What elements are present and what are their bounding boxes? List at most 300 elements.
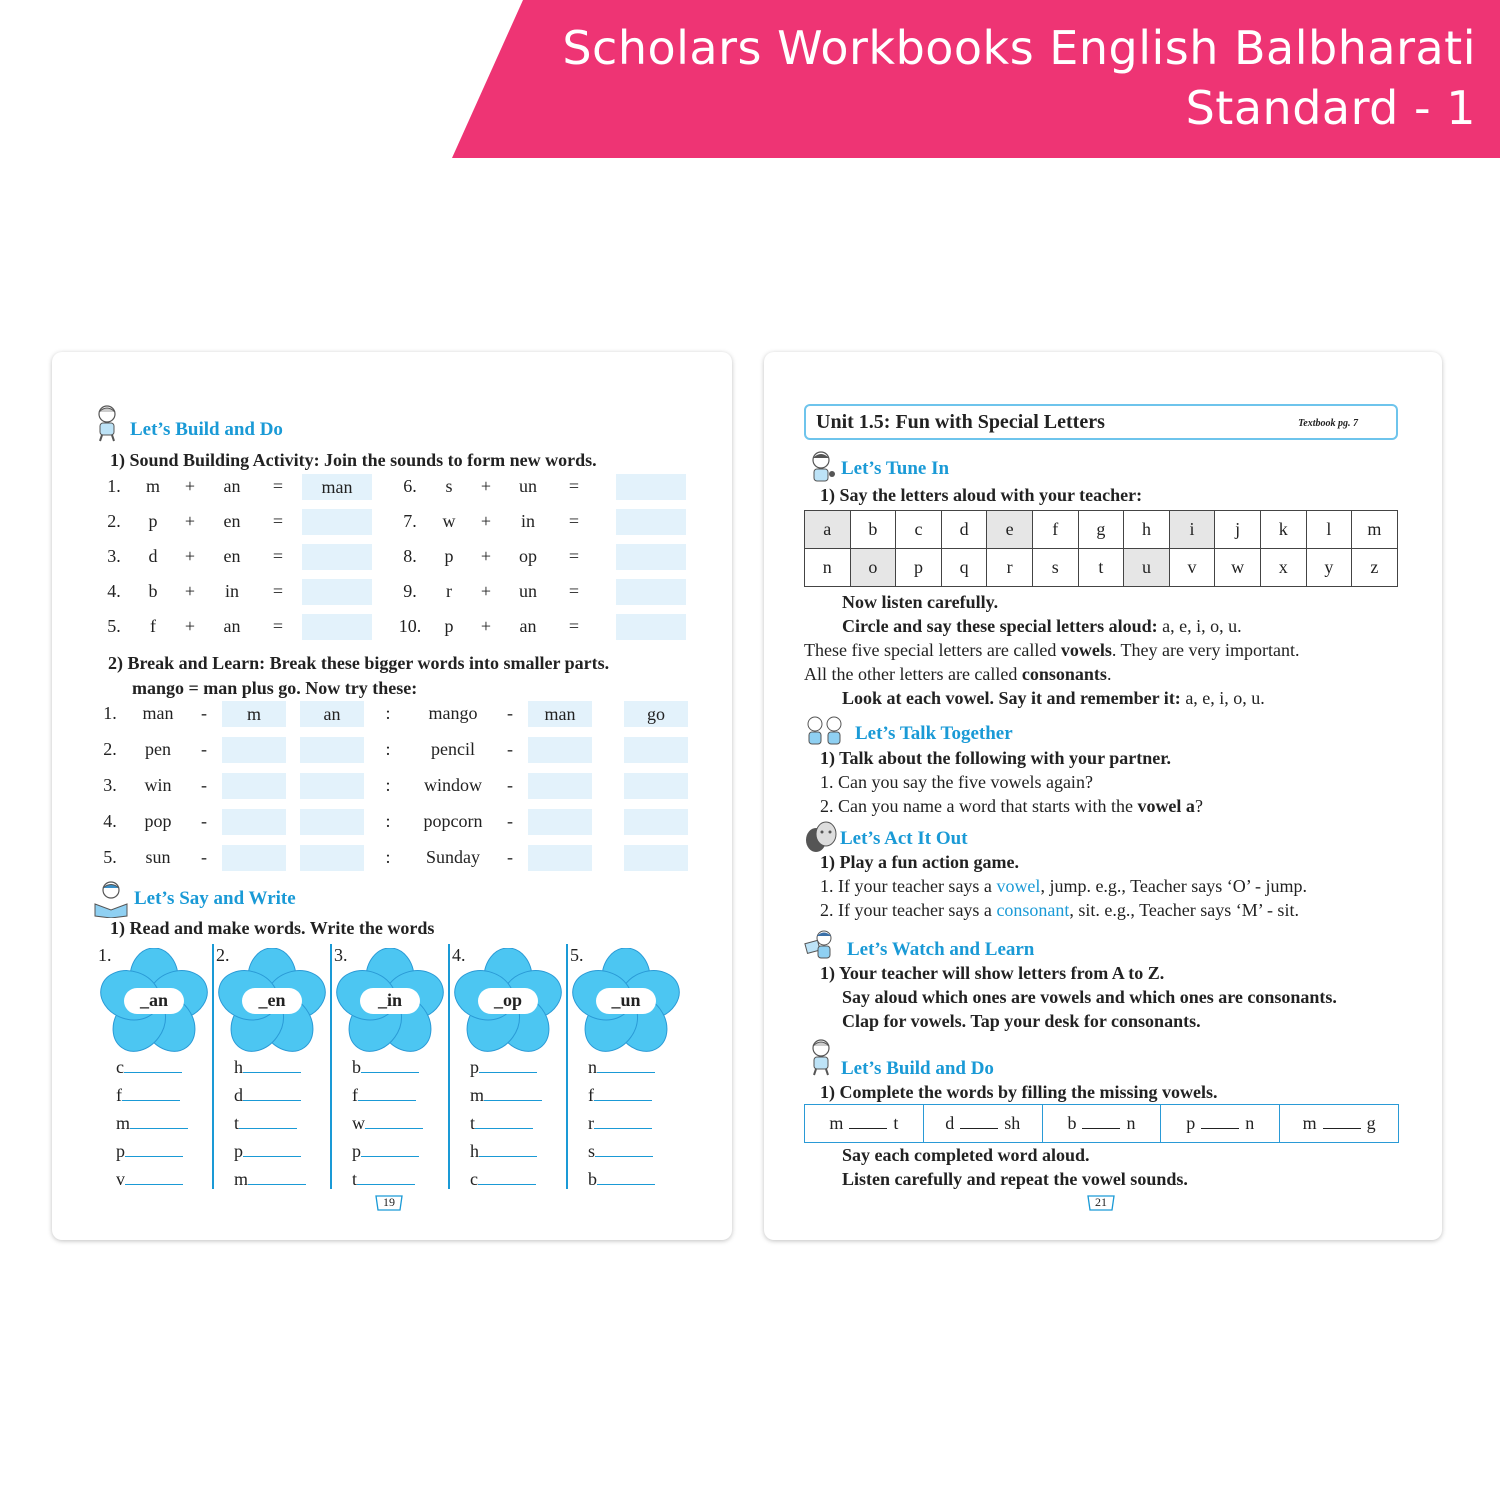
row-number: 3. xyxy=(107,546,121,566)
alphabet-cell: m xyxy=(1352,511,1398,549)
word-big: popcorn xyxy=(423,811,483,831)
blank-line xyxy=(361,1059,419,1073)
write-line[interactable] xyxy=(588,1113,652,1134)
alphabet-cell: c xyxy=(896,511,942,549)
dash: - xyxy=(507,847,513,867)
blank-line xyxy=(130,1115,188,1129)
act-rule-consonant xyxy=(820,900,1299,921)
answer-field[interactable] xyxy=(302,509,372,535)
boy-mascot-icon xyxy=(804,1038,838,1076)
word-small: win xyxy=(144,775,172,795)
blank-line xyxy=(122,1087,180,1101)
alphabet-cell: v xyxy=(1169,549,1215,587)
blank-line xyxy=(478,1171,536,1185)
plus-sign: + xyxy=(480,511,492,531)
start-letter: m xyxy=(116,1113,131,1133)
write-line[interactable] xyxy=(470,1057,537,1078)
alphabet-cell: k xyxy=(1260,511,1306,549)
word-end: n xyxy=(1245,1113,1255,1133)
write-line[interactable] xyxy=(470,1141,537,1162)
blank-line xyxy=(484,1087,542,1101)
write-line[interactable] xyxy=(116,1141,183,1162)
colon: : xyxy=(385,811,391,831)
alphabet-cell: e xyxy=(987,511,1033,549)
sound-part-a: d xyxy=(148,546,158,566)
alphabet-table xyxy=(804,510,1398,587)
part-field[interactable] xyxy=(624,737,688,763)
row-number: 1. xyxy=(107,476,121,496)
alphabet-cell: y xyxy=(1306,549,1352,587)
write-line[interactable] xyxy=(588,1085,652,1106)
write-line[interactable] xyxy=(116,1169,183,1190)
equals-sign: = xyxy=(568,616,580,636)
equals-sign: = xyxy=(272,546,284,566)
alphabet-cell: z xyxy=(1352,549,1398,587)
section-heading-act: Let’s Act It Out xyxy=(840,828,968,849)
dash: - xyxy=(201,739,207,759)
plus-sign: + xyxy=(184,616,196,636)
write-line[interactable] xyxy=(352,1141,419,1162)
plus-sign: + xyxy=(480,616,492,636)
blank-line xyxy=(361,1143,419,1157)
talk-q2-bold: vowel a xyxy=(1137,796,1195,816)
part-text: an xyxy=(323,704,341,724)
part-field[interactable] xyxy=(222,701,286,727)
write-line[interactable] xyxy=(116,1085,180,1106)
word-big: window xyxy=(424,775,482,795)
section-heading-watch: Let’s Watch and Learn xyxy=(847,939,1035,960)
dash: - xyxy=(507,703,513,723)
watch-instruction: 1) Your teacher will show letters from A to Z. xyxy=(820,963,1165,983)
plus-sign: + xyxy=(184,546,196,566)
word-ending-label: _op xyxy=(493,990,522,1010)
word-start: d xyxy=(945,1113,955,1133)
write-line[interactable] xyxy=(588,1141,653,1162)
banner-title xyxy=(562,18,1476,138)
section-heading-build-right: Let’s Build and Do xyxy=(841,1058,994,1079)
dash: - xyxy=(507,775,513,795)
write-line[interactable] xyxy=(116,1113,188,1134)
part-field[interactable] xyxy=(624,809,688,835)
part-text: go xyxy=(647,704,665,724)
start-letter: p xyxy=(352,1141,361,1161)
talk-question-2 xyxy=(820,796,1203,817)
word-start: m xyxy=(1302,1113,1317,1133)
blank-line xyxy=(594,1115,652,1129)
write-line[interactable] xyxy=(470,1169,536,1190)
blank-line xyxy=(479,1143,537,1157)
act-instruction: 1) Play a fun action game. xyxy=(820,852,1019,872)
section-heading-tune-in: Let’s Tune In xyxy=(841,458,950,479)
build-line-2: Listen carefully and repeat the vowel sounds. xyxy=(842,1169,1188,1189)
act-rule1-start: 1. If your teacher says a xyxy=(820,876,997,896)
start-letter: d xyxy=(234,1085,243,1105)
unit-title-box xyxy=(804,404,1398,440)
column-number: 3. xyxy=(334,945,348,965)
equals-sign: = xyxy=(568,476,580,496)
word-big: mango xyxy=(428,703,478,723)
row-number: 1. xyxy=(103,703,117,723)
alphabet-cell: i xyxy=(1169,511,1215,549)
sound-part-b: en xyxy=(223,546,241,566)
vowels-def-bold: vowels xyxy=(1060,640,1112,660)
word-end: sh xyxy=(1004,1113,1021,1133)
word-end: n xyxy=(1126,1113,1136,1133)
header-banner xyxy=(0,0,1500,158)
answer-text: man xyxy=(321,477,353,497)
part-field[interactable] xyxy=(300,773,364,799)
part-field[interactable] xyxy=(222,845,286,871)
column-divider xyxy=(212,944,214,1189)
row-number: 9. xyxy=(403,581,417,601)
equals-sign: = xyxy=(272,616,284,636)
alphabet-row-1 xyxy=(805,511,1398,549)
sound-part-a: m xyxy=(145,476,160,496)
missing-vowel-cell[interactable] xyxy=(923,1105,1042,1143)
missing-vowel-table xyxy=(804,1104,1399,1143)
watch-line-2: Say aloud which ones are vowels and which ones are consonants. xyxy=(842,987,1337,1007)
sound-part-b: en xyxy=(223,511,241,531)
plus-sign: + xyxy=(184,476,196,496)
vowels-definition xyxy=(804,640,1299,661)
blank-line xyxy=(243,1087,301,1101)
part-field[interactable] xyxy=(300,809,364,835)
section-heading-say-write: Let’s Say and Write xyxy=(134,888,296,909)
part-field[interactable] xyxy=(300,845,364,871)
part-field[interactable] xyxy=(222,737,286,763)
unit-title: Unit 1.5: Fun with Special Letters xyxy=(816,411,1105,433)
answer-field[interactable] xyxy=(616,474,686,500)
column-divider xyxy=(330,944,332,1189)
blank-line xyxy=(365,1115,423,1129)
talk-instruction: 1) Talk about the following with your partner. xyxy=(820,748,1172,768)
column-number: 5. xyxy=(570,945,584,965)
watch-line-3: Clap for vowels. Tap your desk for consonants. xyxy=(842,1011,1201,1031)
equals-sign: = xyxy=(272,581,284,601)
alphabet-cell: n xyxy=(805,549,851,587)
part-text: m xyxy=(246,704,261,724)
start-letter: v xyxy=(116,1169,125,1189)
column-number: 4. xyxy=(452,945,466,965)
write-line[interactable] xyxy=(470,1113,533,1134)
part-field[interactable] xyxy=(300,737,364,763)
blank-line xyxy=(248,1171,306,1185)
break-learn-example: mango = man plus go. Now try these: xyxy=(132,678,418,698)
plus-sign: + xyxy=(184,511,196,531)
say-write-instruction: 1) Read and make words. Write the words xyxy=(110,918,435,938)
dash: - xyxy=(201,703,207,723)
answer-field[interactable] xyxy=(302,544,372,570)
row-number: 3. xyxy=(103,775,117,795)
word-ending-label: _un xyxy=(611,990,641,1010)
write-line[interactable] xyxy=(588,1057,655,1078)
banner-title-line1: Scholars Workbooks English Balbharati xyxy=(562,21,1476,75)
alphabet-cell: p xyxy=(896,549,942,587)
blank-line xyxy=(597,1059,655,1073)
part-field[interactable] xyxy=(300,701,364,727)
write-line[interactable] xyxy=(352,1085,416,1106)
row-number: 8. xyxy=(403,546,417,566)
answer-field[interactable] xyxy=(616,614,686,640)
act-rule-vowel xyxy=(820,876,1307,897)
sound-part-a: s xyxy=(445,476,453,496)
alphabet-cell: a xyxy=(805,511,851,549)
blank-line xyxy=(239,1115,297,1129)
column-divider xyxy=(566,944,568,1189)
blank-line xyxy=(125,1143,183,1157)
answer-field[interactable] xyxy=(302,614,372,640)
talk-q2-start: 2. Can you name a word that starts with the xyxy=(820,796,1138,816)
word-start: m xyxy=(829,1113,844,1133)
section-heading-build: Let’s Build and Do xyxy=(130,419,283,440)
vowel-blank xyxy=(1323,1115,1361,1129)
start-letter: f xyxy=(352,1085,358,1105)
part-field[interactable] xyxy=(222,773,286,799)
vowels-def-start: These five special letters are called xyxy=(804,640,1061,660)
alphabet-cell: x xyxy=(1260,549,1306,587)
section-heading-talk: Let’s Talk Together xyxy=(855,723,1013,744)
page-number-left: 19 xyxy=(383,1195,395,1209)
word-start: p xyxy=(1186,1113,1196,1133)
column-number: 1. xyxy=(98,945,112,965)
start-letter: t xyxy=(234,1113,240,1133)
circle-vowels-bold: Circle and say these special letters aloud: xyxy=(842,616,1158,636)
write-line[interactable] xyxy=(588,1169,655,1190)
equals-sign: = xyxy=(272,476,284,496)
act-rule1-end: , jump. e.g., Teacher says ‘O’ - jump. xyxy=(1040,876,1307,896)
alphabet-cell: t xyxy=(1078,549,1124,587)
start-letter: c xyxy=(116,1057,124,1077)
sound-part-a: p xyxy=(444,616,454,636)
blank-line xyxy=(595,1143,653,1157)
word-big: pencil xyxy=(431,739,475,759)
word-small: sun xyxy=(145,847,171,867)
part-field[interactable] xyxy=(624,701,688,727)
column-number: 2. xyxy=(216,945,230,965)
start-letter: t xyxy=(352,1169,358,1189)
alphabet-cell: s xyxy=(1032,549,1078,587)
look-vowels-list: a, e, i, o, u. xyxy=(1180,688,1265,708)
break-learn-instruction: 2) Break and Learn: Break these bigger words into smaller parts. xyxy=(108,653,610,673)
start-letter: n xyxy=(588,1057,597,1077)
consonants-def-bold: consonants xyxy=(1021,664,1107,684)
look-vowels-bold: Look at each vowel. Say it and remember it: xyxy=(842,688,1181,708)
blank-line xyxy=(479,1059,537,1073)
start-letter: b xyxy=(352,1057,361,1077)
word-small: man xyxy=(142,703,174,723)
missing-vowel-row xyxy=(805,1105,1399,1143)
vowel-blank xyxy=(960,1115,998,1129)
answer-field[interactable] xyxy=(302,579,372,605)
alphabet-cell: f xyxy=(1032,511,1078,549)
write-line[interactable] xyxy=(234,1113,297,1134)
start-letter: p xyxy=(470,1057,479,1077)
page-number-right: 21 xyxy=(1095,1195,1107,1209)
write-line[interactable] xyxy=(234,1169,306,1190)
sound-part-b: op xyxy=(519,546,537,566)
sound-part-a: b xyxy=(148,581,158,601)
act-rule2-start: 2. If your teacher says a xyxy=(820,900,997,920)
start-letter: p xyxy=(116,1141,125,1161)
build-line-1: Say each completed word aloud. xyxy=(842,1145,1090,1165)
part-field[interactable] xyxy=(528,701,592,727)
boy-mascot-icon xyxy=(90,404,124,442)
blank-line xyxy=(125,1171,183,1185)
banner-title-line2: Standard - 1 xyxy=(1185,81,1476,135)
start-letter: s xyxy=(588,1141,596,1161)
row-number: 10. xyxy=(398,616,422,636)
write-line[interactable] xyxy=(352,1113,423,1134)
part-field[interactable] xyxy=(624,773,688,799)
answer-field[interactable] xyxy=(616,544,686,570)
row-number: 7. xyxy=(403,511,417,531)
answer-field[interactable] xyxy=(616,579,686,605)
alphabet-cell: u xyxy=(1124,549,1170,587)
start-letter: m xyxy=(470,1085,485,1105)
word-end: t xyxy=(893,1113,899,1133)
act-rule2-consonant: consonant xyxy=(996,900,1070,920)
colon: : xyxy=(385,703,391,723)
word-ending-label: _an xyxy=(139,990,168,1010)
start-letter: t xyxy=(470,1113,476,1133)
write-line[interactable] xyxy=(352,1057,419,1078)
row-number: 2. xyxy=(107,511,121,531)
blank-line xyxy=(358,1087,416,1101)
equals-sign: = xyxy=(568,581,580,601)
write-line[interactable] xyxy=(234,1085,301,1106)
part-field[interactable] xyxy=(528,737,592,763)
sound-part-b: in xyxy=(224,581,239,601)
listen-text: Now listen carefully. xyxy=(842,592,999,612)
colon: : xyxy=(385,739,391,759)
answer-field[interactable] xyxy=(616,509,686,535)
talking-children-icon xyxy=(804,714,846,752)
dash: - xyxy=(201,847,207,867)
dash: - xyxy=(201,811,207,831)
start-letter: h xyxy=(234,1057,243,1077)
plus-sign: + xyxy=(184,581,196,601)
equals-sign: = xyxy=(568,511,580,531)
start-letter: w xyxy=(352,1113,365,1133)
sound-part-b: an xyxy=(223,476,241,496)
talk-q2-end: ? xyxy=(1194,796,1203,816)
consonants-def-start: All the other letters are called xyxy=(804,664,1022,684)
tune-in-instruction: 1) Say the letters aloud with your teacher: xyxy=(820,485,1143,505)
word-start: b xyxy=(1067,1113,1077,1133)
consonants-def-end: . xyxy=(1106,664,1112,684)
start-letter: h xyxy=(470,1141,479,1161)
start-letter: c xyxy=(470,1169,478,1189)
alphabet-cell: d xyxy=(941,511,987,549)
equals-sign: = xyxy=(568,546,580,566)
blank-line xyxy=(597,1171,655,1185)
alphabet-cell: w xyxy=(1215,549,1261,587)
alphabet-cell: j xyxy=(1215,511,1261,549)
start-letter: r xyxy=(588,1113,594,1133)
row-number: 6. xyxy=(403,476,417,496)
missing-vowel-cell[interactable] xyxy=(805,1105,924,1143)
plus-sign: + xyxy=(480,546,492,566)
sound-part-b: an xyxy=(519,616,537,636)
write-line[interactable] xyxy=(234,1057,301,1078)
word-ending-label: _en xyxy=(258,990,286,1010)
blank-line xyxy=(594,1087,652,1101)
vowels-def-end: . They are very important. xyxy=(1111,640,1300,660)
part-field[interactable] xyxy=(222,809,286,835)
part-field[interactable] xyxy=(528,773,592,799)
word-small: pop xyxy=(144,811,172,831)
start-letter: f xyxy=(588,1085,594,1105)
missing-vowel-cell[interactable] xyxy=(1280,1105,1399,1143)
row-number: 5. xyxy=(107,616,121,636)
act-rule2-end: , sit. e.g., Teacher says ‘M’ - sit. xyxy=(1069,900,1299,920)
alphabet-row-2 xyxy=(805,549,1398,587)
talk-question-1: 1. Can you say the five vowels again? xyxy=(820,772,1093,792)
dash: - xyxy=(507,739,513,759)
consonants-definition xyxy=(804,664,1111,685)
alphabet-cell: g xyxy=(1078,511,1124,549)
row-number: 5. xyxy=(103,847,117,867)
start-letter: m xyxy=(234,1169,249,1189)
sound-part-b: in xyxy=(520,511,535,531)
blank-line xyxy=(475,1115,533,1129)
workbook-page-right xyxy=(764,352,1442,1240)
answer-field[interactable] xyxy=(302,474,372,500)
sound-part-a: r xyxy=(446,581,452,601)
vowel-blank xyxy=(849,1115,887,1129)
row-number: 4. xyxy=(103,811,117,831)
plus-sign: + xyxy=(480,581,492,601)
part-text: man xyxy=(544,704,576,724)
write-line[interactable] xyxy=(234,1141,301,1162)
colon: : xyxy=(385,847,391,867)
sound-building-instruction: 1) Sound Building Activity: Join the sounds to form new words. xyxy=(110,450,597,470)
row-number: 4. xyxy=(107,581,121,601)
sound-part-a: p xyxy=(444,546,454,566)
start-letter: b xyxy=(588,1169,597,1189)
write-line[interactable] xyxy=(116,1057,182,1078)
alphabet-cell: r xyxy=(987,549,1033,587)
write-line[interactable] xyxy=(352,1169,415,1190)
column-divider xyxy=(448,944,450,1189)
word-ending-label: _in xyxy=(377,990,402,1010)
row-number: 2. xyxy=(103,739,117,759)
sound-part-b: un xyxy=(519,476,537,496)
blank-line xyxy=(124,1059,182,1073)
child-with-card-icon xyxy=(804,928,838,966)
workbook-page-left xyxy=(52,352,732,1240)
word-small: pen xyxy=(145,739,171,759)
act-rule1-vowel: vowel xyxy=(996,876,1041,896)
word-big: Sunday xyxy=(426,847,480,867)
alphabet-cell: o xyxy=(850,549,896,587)
sound-part-b: an xyxy=(223,616,241,636)
circle-vowels-text xyxy=(842,616,1242,637)
part-field[interactable] xyxy=(528,809,592,835)
part-field[interactable] xyxy=(528,845,592,871)
alphabet-cell: q xyxy=(941,549,987,587)
music-child-icon xyxy=(804,450,838,488)
missing-vowel-cell[interactable] xyxy=(1161,1105,1280,1143)
sound-part-a: f xyxy=(150,616,156,636)
plus-sign: + xyxy=(480,476,492,496)
blank-line xyxy=(357,1171,415,1185)
alphabet-cell: h xyxy=(1124,511,1170,549)
dash: - xyxy=(201,775,207,795)
part-field[interactable] xyxy=(624,845,688,871)
missing-vowel-cell[interactable] xyxy=(1042,1105,1161,1143)
write-line[interactable] xyxy=(470,1085,542,1106)
